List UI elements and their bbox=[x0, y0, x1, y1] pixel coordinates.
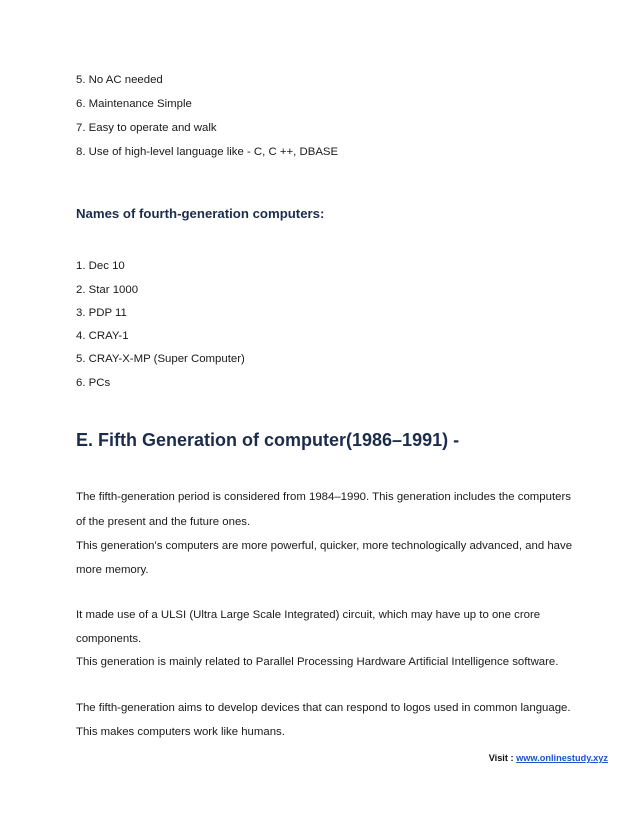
paragraph-line: of the present and the future ones. bbox=[76, 516, 251, 528]
footer-label: Visit : bbox=[488, 753, 514, 763]
list-item: 7. Easy to operate and walk bbox=[76, 122, 217, 134]
paragraph-line: The fifth-generation aims to develop devices that can respond to logos used in common language. bbox=[76, 702, 571, 714]
list-item: 6. Maintenance Simple bbox=[76, 98, 192, 110]
paragraph-line: more memory. bbox=[76, 564, 149, 576]
paragraph-line: This generation is mainly related to Parallel Processing Hardware Artificial Intelligence software. bbox=[76, 656, 559, 668]
website-link[interactable]: www.onlinestudy.xyz bbox=[516, 753, 608, 763]
footer bbox=[489, 753, 608, 763]
paragraph-line: It made use of a ULSI (Ultra Large Scale Integrated) circuit, which may have up to one crore bbox=[76, 609, 541, 621]
list-item: 4. CRAY-1 bbox=[76, 330, 129, 342]
list-item: 6. PCs bbox=[76, 377, 111, 389]
list-item: 1. Dec 10 bbox=[76, 260, 125, 272]
paragraph-line: This makes computers work like humans. bbox=[76, 726, 285, 738]
list-item: 5. CRAY-X-MP (Super Computer) bbox=[76, 353, 245, 365]
list-item: 8. Use of high-level language like - C, C ++, DBASE bbox=[76, 146, 339, 158]
section-heading-fifth-gen: E. Fifth Generation of computer(1986–1991) - bbox=[76, 430, 460, 450]
list-item: 3. PDP 11 bbox=[76, 307, 127, 319]
paragraph-line: components. bbox=[76, 633, 142, 645]
paragraph-line: The fifth-generation period is considered from 1984–1990. This generation includes the computers bbox=[76, 491, 571, 503]
paragraph-line: This generation's computers are more powerful, quicker, more technologically advanced, and have bbox=[76, 540, 573, 552]
list-item: 2. Star 1000 bbox=[76, 284, 139, 296]
section-heading-fourth-gen: Names of fourth-generation computers: bbox=[76, 206, 325, 221]
list-item: 5. No AC needed bbox=[76, 74, 163, 86]
